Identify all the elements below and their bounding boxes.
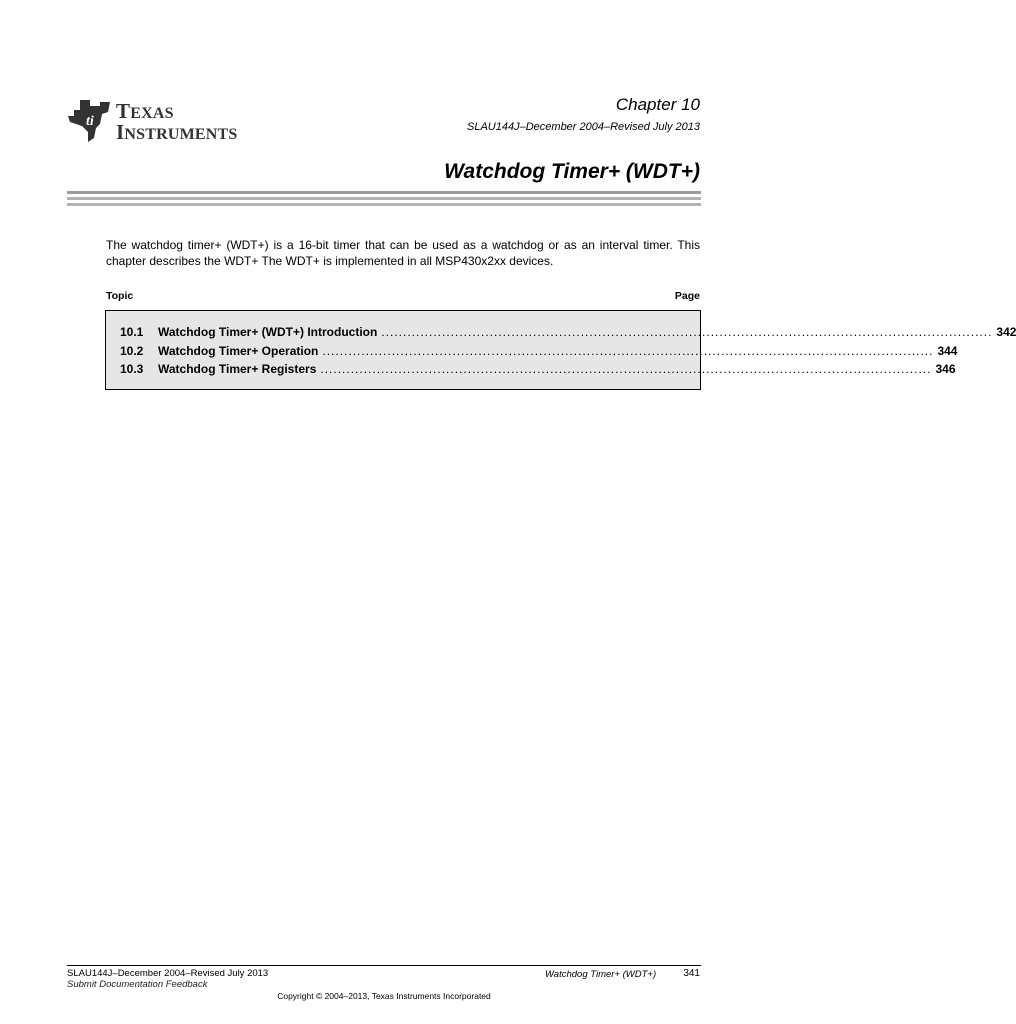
title-rules	[67, 191, 701, 209]
footer-rule	[67, 965, 701, 966]
toc-entry-number: 10.3	[120, 362, 144, 376]
toc-entry-number: 10.1	[120, 325, 144, 339]
toc-entry-page: 344	[937, 344, 958, 358]
svg-text:ti: ti	[86, 114, 94, 129]
chapter-label: Chapter 10	[615, 95, 700, 114]
feedback-link[interactable]: Submit Documentation Feedback	[67, 979, 208, 990]
toc-topic-heading: Topic	[106, 290, 134, 302]
document-id: SLAU144J–December 2004–Revised July 2013	[467, 121, 700, 133]
footer-chapter-title: Watchdog Timer+ (WDT+)	[545, 969, 657, 980]
toc-entry[interactable]	[120, 325, 1016, 341]
logo-line1: TEXAS	[116, 99, 174, 123]
toc-leader-dots: .............................................................................................................................................	[381, 325, 993, 339]
toc-entry-title: Watchdog Timer+ Registers	[158, 362, 317, 376]
ti-state-icon	[66, 98, 114, 144]
page-number: 341	[683, 968, 700, 979]
logo-line2: INSTRUMENTS	[116, 120, 238, 144]
footer-left	[67, 968, 268, 990]
toc-entry[interactable]	[120, 362, 956, 378]
copyright-notice: Copyright © 2004–2013, Texas Instruments Incorporated	[277, 991, 491, 1001]
toc-entry-page: 346	[935, 362, 956, 376]
footer-document-id: SLAU144J–December 2004–Revised July 2013	[67, 968, 269, 979]
toc-entry-title: Watchdog Timer+ Operation	[158, 344, 319, 358]
ti-logo	[66, 98, 266, 148]
toc-entry-page: 342	[996, 325, 1016, 339]
toc-entry[interactable]	[120, 344, 958, 360]
toc-entry-number: 10.2	[120, 344, 144, 358]
toc-leader-dots: .............................................................................................................................................	[322, 344, 934, 358]
table-of-contents	[105, 310, 1016, 390]
page-title: Watchdog Timer+ (WDT+)	[444, 160, 700, 183]
toc-entry-title: Watchdog Timer+ (WDT+) Introduction	[158, 325, 378, 339]
toc-page-heading: Page	[674, 290, 700, 302]
intro-paragraph: The watchdog timer+ (WDT+) is a 16-bit timer that can be used as a watchdog or as an interval timer. This chapter describes the WDT+ The WDT+ is implemented in all MSP430x2xx devices.	[106, 238, 700, 268]
toc-leader-dots: .............................................................................................................................................	[320, 362, 932, 376]
